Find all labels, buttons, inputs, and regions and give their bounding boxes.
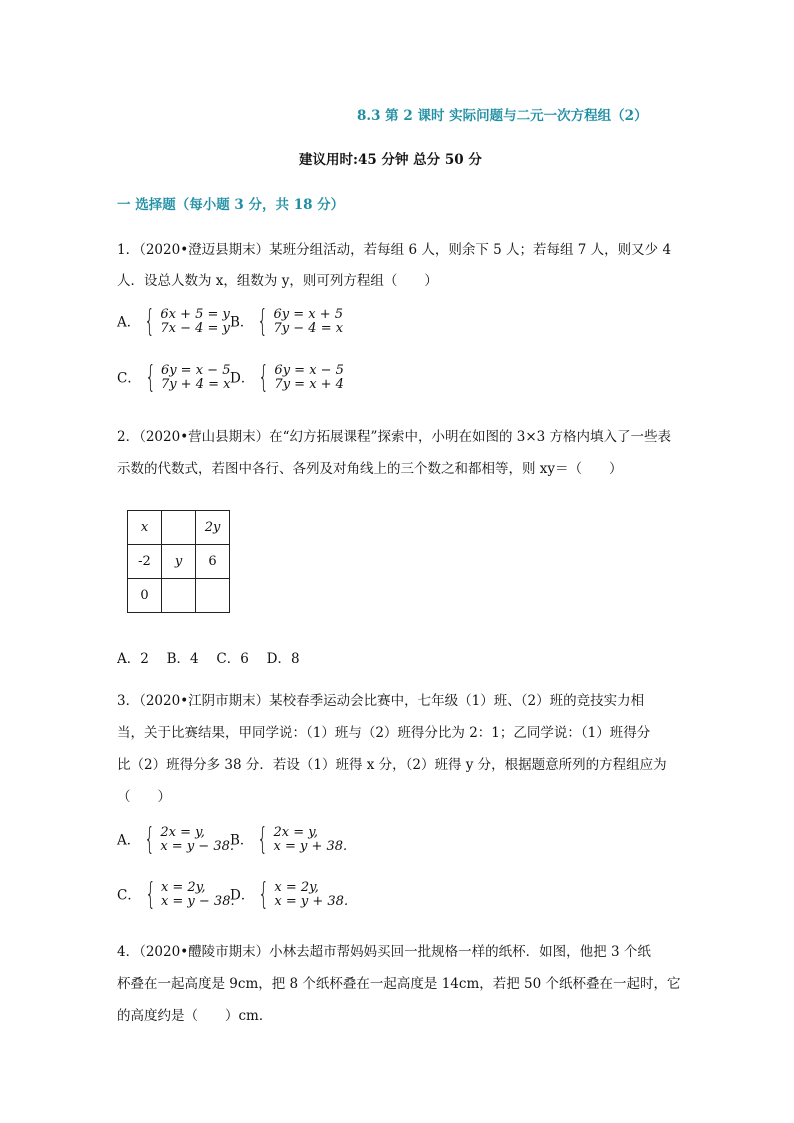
grid-cell: -2 bbox=[128, 545, 162, 579]
option-label: A． bbox=[117, 314, 141, 331]
equation: x = y − 38. bbox=[160, 839, 235, 854]
equation: 7x − 4 = y bbox=[160, 321, 230, 336]
option-label: A． bbox=[117, 832, 141, 849]
q4-line2: 杯叠在一起高度是 9cm，把 8 个纸杯叠在一起高度是 14cm，若把 50 个纸杯叠在一起时，它 bbox=[117, 976, 681, 992]
q3-line3: 比（2）班得分多 38 分．若设（1）班得 x 分，（2）班得 y 分，根据题意所列的方程组应为 bbox=[117, 757, 667, 773]
q2-line2: 示数的代数式，若图中各行、各列及对角线上的三个数之和都相等，则 xy＝（ ） bbox=[117, 461, 623, 477]
equation: x = y + 38. bbox=[274, 894, 349, 909]
grid-cell bbox=[162, 511, 196, 545]
q1-option-a bbox=[117, 304, 230, 339]
brace-icon: { bbox=[258, 877, 270, 912]
option-label: B． bbox=[230, 832, 254, 849]
q1-line1: 1．（2020•澄迈县期末）某班分组活动，若每组 6 人，则余下 5 人；若每组 7 人，则又少 4 bbox=[117, 242, 672, 258]
equation: 6x + 5 = y bbox=[160, 307, 230, 322]
equation: 6y = x + 5 bbox=[273, 307, 344, 322]
equation: x = y + 38. bbox=[273, 839, 348, 854]
equation: 6y = x − 5 bbox=[160, 363, 231, 378]
q1-option-d bbox=[230, 360, 344, 395]
equation: x = y − 38. bbox=[160, 894, 235, 909]
q1-line2: 人．设总人数为 x，组数为 y，则可列方程组（ ） bbox=[117, 273, 438, 289]
equation: 2x = y, bbox=[273, 825, 319, 840]
equation: 6y = x − 5 bbox=[274, 363, 344, 378]
grid-cell bbox=[196, 579, 230, 613]
section-heading: 一 选择题（每小题 3 分，共 18 分） bbox=[117, 197, 345, 213]
q3-option-a bbox=[117, 822, 235, 857]
q3-option-b bbox=[230, 822, 348, 857]
grid-cell: 6 bbox=[196, 545, 230, 579]
brace-icon: { bbox=[144, 822, 156, 857]
option-label: D． bbox=[230, 370, 255, 387]
q1-option-b bbox=[230, 304, 344, 339]
grid-cell bbox=[162, 579, 196, 613]
brace-icon: { bbox=[145, 877, 156, 912]
brace-icon: { bbox=[144, 304, 156, 339]
q3-option-c bbox=[117, 877, 235, 912]
magic-square-grid bbox=[127, 510, 230, 613]
brace-icon: { bbox=[257, 304, 269, 339]
option-label: B． bbox=[230, 314, 254, 331]
grid-cell: x bbox=[128, 511, 162, 545]
grid-cell: y bbox=[162, 545, 196, 579]
q3-line2: 当，关于比赛结果，甲同学说：（1）班与（2）班得分比为 2：1；乙同学说：（1）班得分 bbox=[117, 725, 651, 741]
time-and-score: 建议用时:45 分钟 总分 50 分 bbox=[299, 152, 482, 168]
q4-line3: 的高度约是（ ）cm． bbox=[117, 1008, 273, 1024]
grid-cell: 2y bbox=[196, 511, 230, 545]
equation: x = 2y, bbox=[274, 880, 319, 895]
q3-line1: 3．（2020•江阴市期末）某校春季运动会比赛中，七年级（1）班、（2）班的竞技实力相 bbox=[117, 693, 645, 709]
q2-options: A．2 B．4 C．6 D．8 bbox=[117, 651, 300, 667]
q4-line1: 4．（2020•醴陵市期末）小林去超市帮妈妈买回一批规格一样的纸杯．如图，他把 3 个纸 bbox=[117, 944, 651, 960]
brace-icon: { bbox=[145, 360, 156, 395]
q3-line4: （ ） bbox=[117, 789, 171, 805]
equation: 7y + 4 = x bbox=[160, 377, 231, 392]
equation: 7y − 4 = x bbox=[273, 321, 344, 336]
equation: x = 2y, bbox=[160, 880, 206, 895]
option-label: D． bbox=[230, 887, 255, 904]
option-label: C． bbox=[117, 887, 141, 904]
brace-icon: { bbox=[257, 822, 269, 857]
q2-line1: 2．（2020•营山县期末）在“幻方拓展课程”探索中，小明在如图的 3×3 方格内填入了一些表 bbox=[117, 429, 672, 445]
brace-icon: { bbox=[258, 360, 270, 395]
page-title: 8.3 第 2 课时 实际问题与二元一次方程组（2） bbox=[357, 108, 648, 124]
q1-option-c bbox=[117, 360, 231, 395]
option-label: C． bbox=[117, 370, 141, 387]
equation: 7y = x + 4 bbox=[274, 377, 344, 392]
grid-cell: 0 bbox=[128, 579, 162, 613]
q3-option-d bbox=[230, 877, 349, 912]
equation: 2x = y, bbox=[160, 825, 205, 840]
